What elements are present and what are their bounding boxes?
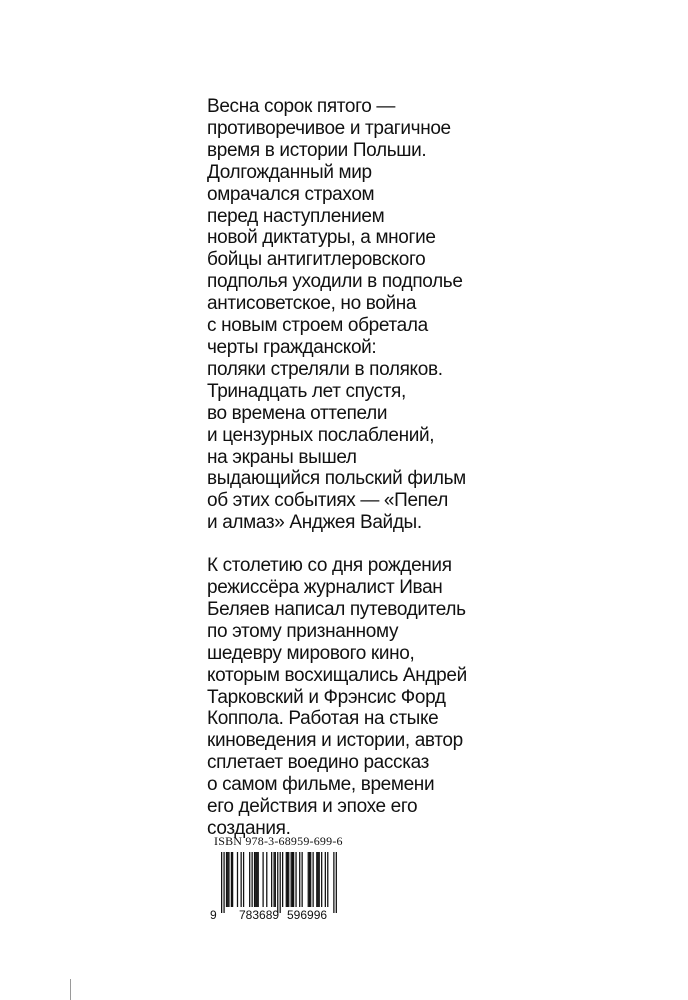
blurb-line: и алмаз» Анджея Вайды. xyxy=(207,512,422,534)
barcode-bar xyxy=(317,852,318,907)
blurb-line: сплетает воедино рассказ xyxy=(207,752,429,774)
barcode-bar xyxy=(226,852,227,907)
isbn-label: ISBN 978-3-68959-699-6 xyxy=(214,834,343,848)
blurb-line: Коппола. Работая на стыке xyxy=(207,708,439,730)
blurb-line: подполья уходили в подполье xyxy=(207,271,463,293)
barcode-bar xyxy=(231,852,232,907)
barcode-bar xyxy=(271,852,272,907)
blurb-line: черты гражданской: xyxy=(207,336,377,358)
blurb-line: Тринадцать лет спустя, xyxy=(207,380,406,402)
barcode-bar xyxy=(291,852,292,907)
barcode-bar xyxy=(302,852,303,907)
blurb-line: время в истории Польши. xyxy=(207,139,427,161)
blurb-paragraph-1 xyxy=(207,96,497,534)
barcode-bar xyxy=(241,852,242,907)
blurb-line: бойцы антигитлеровского xyxy=(207,249,426,271)
blurb-line: режиссёра журналист Иван xyxy=(207,577,443,599)
barcode-bar xyxy=(316,852,317,907)
barcode-guard-bar xyxy=(223,852,224,913)
barcode-bar xyxy=(258,852,259,907)
barcode-bar xyxy=(308,852,309,907)
blurb-line: во времена оттепели xyxy=(207,402,388,424)
blurb-line: с новым строем обретала xyxy=(207,315,428,337)
blurb-line: К столетию со дня рождения xyxy=(207,555,452,577)
barcode-bar xyxy=(287,852,288,907)
barcode-bar xyxy=(299,852,300,907)
barcode-bar xyxy=(232,852,233,907)
barcode-bar xyxy=(288,852,289,907)
blurb-line: Долгожданный мир xyxy=(207,161,372,183)
barcode-bar xyxy=(254,852,255,907)
blurb-line: и цензурных послаблений, xyxy=(207,424,435,446)
barcode-guard-bar xyxy=(221,852,222,913)
blurb-line: на экраны вышел xyxy=(207,446,357,468)
blurb-line: киноведения и истории, автор xyxy=(207,730,463,752)
barcode-bars xyxy=(221,852,337,913)
barcode-bar xyxy=(325,852,326,907)
blurb-line: Тарковский и Фрэнсис Форд xyxy=(207,686,446,708)
barcode-bar xyxy=(309,852,310,907)
barcode-bar xyxy=(313,852,314,907)
barcode-bar xyxy=(273,852,274,907)
book-blurb xyxy=(207,96,497,840)
barcode-bar xyxy=(227,852,228,907)
barcode-bar xyxy=(255,852,256,907)
barcode-bar xyxy=(249,852,250,907)
barcode-digits-left: 783689 xyxy=(239,908,280,922)
blurb-line: о самом фильме, времени xyxy=(207,774,435,796)
blurb-line: Беляев написал путеводитель xyxy=(207,598,466,620)
barcode-bar xyxy=(228,852,229,907)
blurb-line: по этому признанному xyxy=(207,620,399,642)
barcode-bar xyxy=(292,852,293,907)
blurb-paragraph-2 xyxy=(207,555,497,840)
barcode-bar xyxy=(262,852,263,907)
blurb-line: которым восхищались Андрей xyxy=(207,664,467,686)
blurb-line: шедевру мирового кино, xyxy=(207,642,415,664)
blurb-line: его действия и эпохе его xyxy=(207,796,418,818)
barcode-bar xyxy=(256,852,257,907)
barcode-bar xyxy=(282,852,283,907)
barcode-digits-right: 596996 xyxy=(287,908,328,922)
barcode-bar xyxy=(275,852,276,907)
barcode-guard-bar xyxy=(336,852,337,913)
blurb-line: омрачался страхом xyxy=(207,183,375,205)
barcode-graphic xyxy=(209,850,337,922)
isbn-barcode xyxy=(209,850,337,922)
blurb-line: Весна сорок пятого — xyxy=(207,96,396,117)
barcode-digit-first: 9 xyxy=(210,908,217,922)
barcode-guard-bar xyxy=(333,852,334,913)
barcode-bar xyxy=(319,852,320,907)
barcode-guard-bar xyxy=(280,852,281,913)
barcode-guard-bar xyxy=(277,852,278,913)
trim-mark xyxy=(70,979,71,1000)
barcode-bar xyxy=(266,852,267,907)
barcode-bar xyxy=(310,852,311,907)
barcode-bar xyxy=(252,852,253,907)
blurb-line: об этих событиях — «Пепел xyxy=(207,490,448,512)
barcode-bar xyxy=(321,852,322,907)
barcode-bar xyxy=(286,852,287,907)
barcode-bar xyxy=(293,852,294,907)
blurb-line: перед наступлением xyxy=(207,205,385,227)
blurb-line: противоречивое и трагичное xyxy=(207,117,451,139)
blurb-line: поляки стреляли в поляков. xyxy=(207,358,443,380)
blurb-line: антисоветское, но война xyxy=(207,293,417,315)
blurb-line: создания. xyxy=(207,818,291,839)
blurb-line: выдающийся польский фильм xyxy=(207,468,466,490)
barcode-bar xyxy=(295,852,296,907)
barcode-bar xyxy=(243,852,244,907)
blurb-line: новой диктатуры, а многие xyxy=(207,227,436,249)
barcode-bar xyxy=(327,852,328,907)
barcode-bar xyxy=(237,852,238,907)
